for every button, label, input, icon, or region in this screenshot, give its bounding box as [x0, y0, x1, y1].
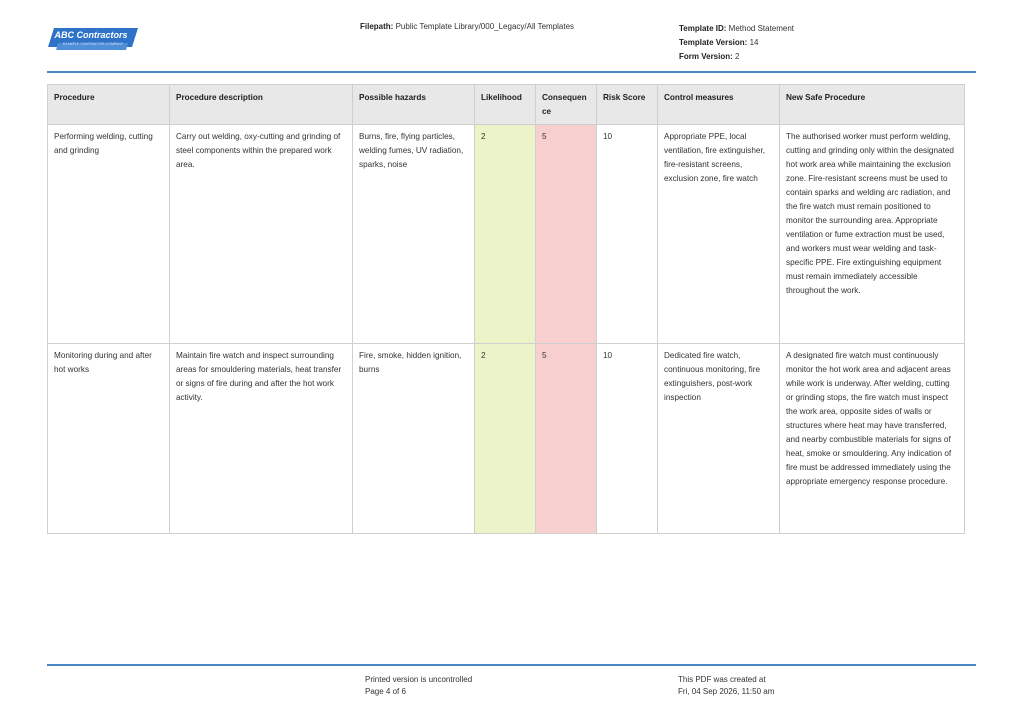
- col-header-hazards: Possible hazards: [353, 85, 475, 125]
- header-divider: [47, 71, 976, 73]
- cell-new-procedure: The authorised worker must perform welding, cutting and grinding only within the designated hot work area while maintaining the exclusion zone. Fire-resistant screens must be used to contain sparks and welding arc radiation, and the fire watch must remain positioned to monitor the surrounding area. Appropriate ventilation or fume extraction must be used, and workers must wear welding and task-specific PPE. Fire extinguishing equipment must remain immediately accessible throughout the work.: [780, 125, 965, 344]
- filepath-line: [360, 22, 574, 31]
- form-version-label: Form Version:: [679, 52, 733, 61]
- table-header-row: [48, 85, 965, 125]
- form-version-line: [679, 50, 794, 64]
- filepath-value: Public Template Library/000_Legacy/All Templates: [395, 22, 575, 31]
- footer-left: [365, 674, 472, 698]
- col-header-risk-score: Risk Score: [597, 85, 658, 125]
- cell-consequence: 5: [536, 125, 597, 344]
- footer-right: [678, 674, 774, 698]
- filepath-label: Filepath:: [360, 22, 394, 31]
- cell-procedure: Performing welding, cutting and grinding: [48, 125, 170, 344]
- cell-risk-score: 10: [597, 125, 658, 344]
- form-version-value: 2: [735, 52, 740, 61]
- cell-controls: Dedicated fire watch, continuous monitoring, fire extinguishers, post-work inspection: [658, 344, 780, 534]
- table-row: [48, 125, 965, 344]
- logo-subtitle: EXAMPLE CONTRACTOR COMPANY: [62, 42, 124, 46]
- cell-hazards: Fire, smoke, hidden ignition, burns: [353, 344, 475, 534]
- uncontrolled-notice: Printed version is uncontrolled: [365, 675, 473, 684]
- col-header-description: Procedure description: [170, 85, 353, 125]
- cell-new-procedure: A designated fire watch must continuously monitor the hot work area and adjacent areas while work is underway. After welding, cutting or grinding stops, the fire watch must inspect the work area, opposite sides of walls or structures where heat may have transferred, and nearby combustible materials for signs of heat, smoke or smouldering. Any indication of fire must be addressed immediately using the appropriate emergency response procedure.: [780, 344, 965, 534]
- col-header-controls: Control measures: [658, 85, 780, 125]
- template-meta: [679, 22, 794, 64]
- col-header-consequence: Consequence: [536, 85, 597, 125]
- page-number: Page 4 of 6: [365, 687, 406, 696]
- template-version-label: Template Version:: [679, 38, 748, 47]
- cell-risk-score: 10: [597, 344, 658, 534]
- cell-consequence: 5: [536, 344, 597, 534]
- logo-title: ABC Contractors: [54, 30, 128, 40]
- col-header-procedure: Procedure: [48, 85, 170, 125]
- col-header-new-procedure: New Safe Procedure: [780, 85, 965, 125]
- template-version-line: [679, 36, 794, 50]
- template-version-value: 14: [749, 38, 759, 47]
- cell-description: Maintain fire watch and inspect surrounding areas for smouldering materials, heat transfer or signs of fire during and after the hot work activity.: [170, 344, 353, 534]
- cell-hazards: Burns, fire, flying particles, welding fumes, UV radiation, sparks, noise: [353, 125, 475, 344]
- cell-description: Carry out welding, oxy-cutting and grinding of steel components within the prepared work area.: [170, 125, 353, 344]
- cell-likelihood: 2: [475, 125, 536, 344]
- template-id-value: Method Statement: [728, 24, 795, 33]
- created-timestamp: Fri, 04 Sep 2026, 11:50 am: [678, 687, 775, 696]
- col-header-likelihood: Likelihood: [475, 85, 536, 125]
- company-logo: [48, 27, 140, 51]
- created-label: This PDF was created at: [678, 675, 766, 684]
- risk-assessment-table: [47, 84, 965, 534]
- template-id-label: Template ID:: [679, 24, 727, 33]
- footer-divider: [47, 664, 976, 666]
- template-id-line: [679, 22, 794, 36]
- cell-controls: Appropriate PPE, local ventilation, fire extinguisher, fire-resistant screens, exclusion zone, fire watch: [658, 125, 780, 344]
- cell-likelihood: 2: [475, 344, 536, 534]
- table-row: [48, 344, 965, 534]
- cell-procedure: Monitoring during and after hot works: [48, 344, 170, 534]
